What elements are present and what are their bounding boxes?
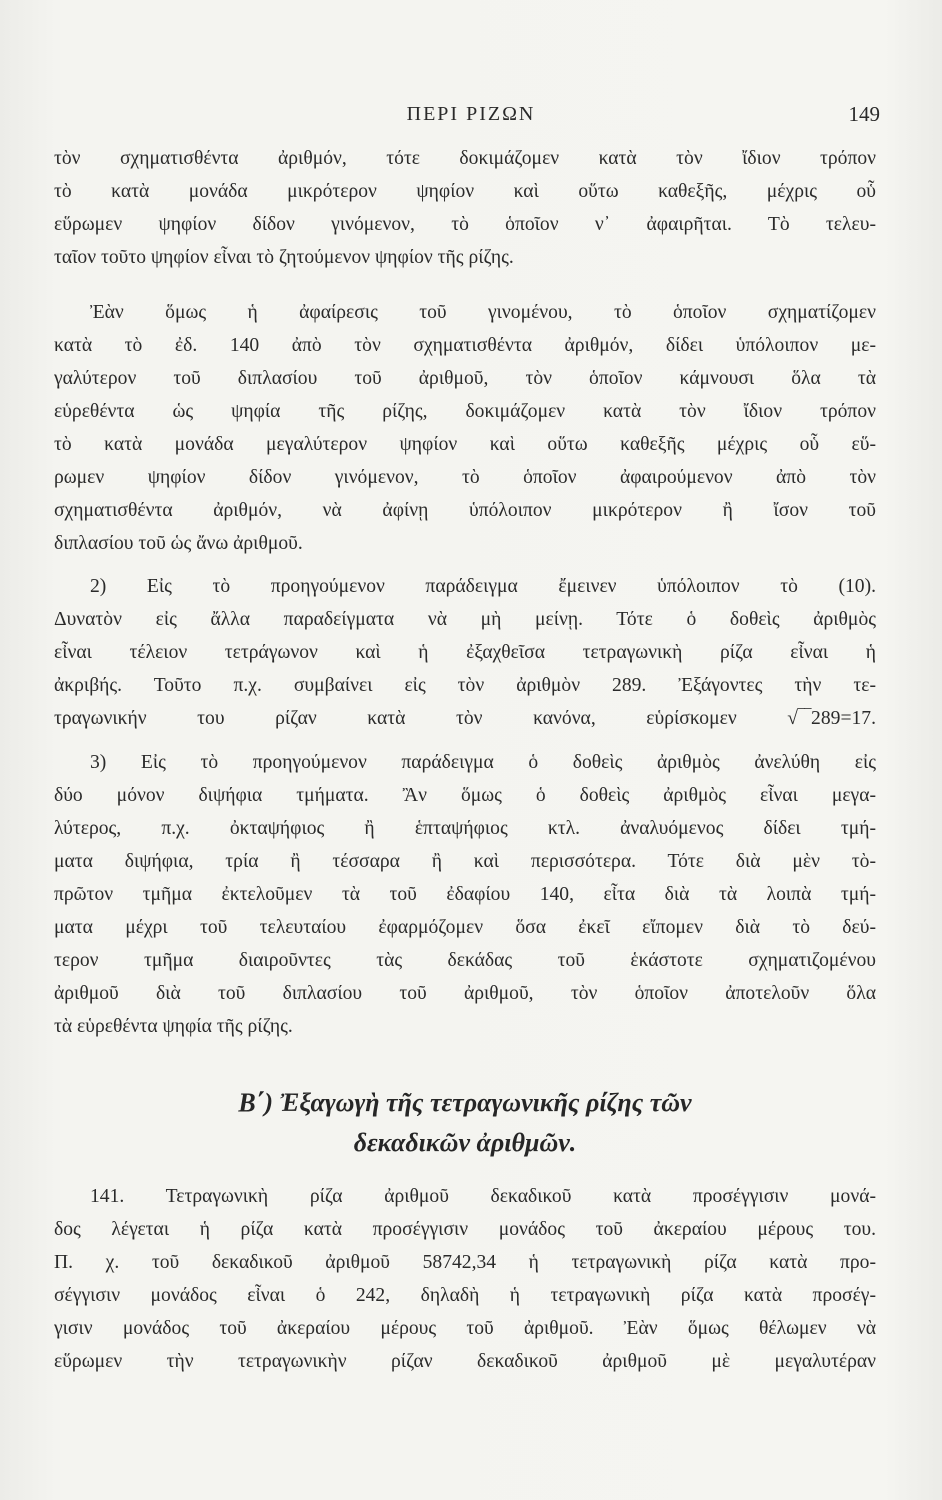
text-line: διπλασίου τοῦ ὡς ἄνω ἀριθμοῦ. xyxy=(54,533,303,554)
running-title: ΠΕΡΙ ΡΙΖΩΝ xyxy=(406,103,536,125)
text-line: Δυνατὸν εἰς ἄλλα παραδείγματα νὰ μὴ μείνῃ. Τότε ὁ δοθεὶς ἀριθμὸς xyxy=(54,609,876,630)
section-heading-continuation: δεκαδικῶν ἀριθμῶν. xyxy=(353,1128,577,1157)
text-line: δύο μόνον διψήφια τμήματα. Ἂν ὅμως ὁ δοθεὶς ἀριθμὸς εἶναι μεγα- xyxy=(54,785,876,806)
text-line: τὰ εὑρεθέντα ψηφία τῆς ρίζης. xyxy=(54,1016,293,1037)
text-line: εὑρεθέντα ὡς ψηφία τῆς ρίζης, δοκιμάζομεν κατὰ τὸν ἴδιον τρόπον xyxy=(54,401,876,422)
text-line: τὸ κατὰ μονάδα μεγαλύτερον ψηφίον καὶ οὕτω καθεξῆς μέχρις οὗ εὕ- xyxy=(54,434,876,455)
text-line: σέγγισιν μονάδος εἶναι ὁ 242, δηλαδὴ ἡ τετραγωνικὴ ρίζα κατὰ προσέγ- xyxy=(54,1285,876,1306)
paragraph-continuation xyxy=(54,142,876,274)
text-line: σχηματισθέντα ἀριθμόν, νὰ ἀφίνῃ ὑπόλοιπον μικρότερον ἢ ἴσον τοῦ xyxy=(54,500,876,521)
text-line: εἶναι τέλειον τετράγωνον καὶ ἡ ἐξαχθεῖσα τετραγωνικὴ ρίζα εἶναι ἡ xyxy=(54,642,876,663)
text-line: γαλύτερον τοῦ διπλασίου τοῦ ἀριθμοῦ, τὸν ὁποῖον κάμνουσι ὅλα τὰ xyxy=(54,368,876,389)
text-line: ἀριθμοῦ διὰ τοῦ διπλασίου τοῦ ἀριθμοῦ, τὸν ὁποῖον ἀποτελοῦν ὅλα xyxy=(54,983,876,1004)
text-line: λύτερος, π.χ. ὀκταψήφιος ἢ ἑπταψήφιος κτλ. ἀναλυόμενος δίδει τμή- xyxy=(54,818,876,839)
text-line: τερον τμῆμα διαιροῦντες τὰς δεκάδας τοῦ ἑκάστοτε σχηματιζομένου xyxy=(54,950,876,971)
text-line: εὕρωμεν τὴν τετραγωνικὴν ρίζαν δεκαδικοῦ ἀριθμοῦ μὲ μεγαλυτέραν xyxy=(54,1351,876,1372)
text-line: τὸν σχηματισθέντα ἀριθμόν, τότε δοκιμάζομεν κατὰ τὸν ἴδιον τρόπον xyxy=(54,148,876,169)
text-line: ρωμεν ψηφίον δίδον γινόμενον, τὸ ὁποῖον ἀφαιρούμενον ἀπὸ τὸν xyxy=(54,467,876,488)
text-line: πρῶτον τμῆμα ἐκτελοῦμεν τὰ τοῦ ἐδαφίου 140, εἶτα διὰ τὰ λοιπὰ τμή- xyxy=(54,884,876,905)
text-line: Π. χ. τοῦ δεκαδικοῦ ἀριθμοῦ 58742,34 ἡ τετραγωνικὴ ρίζα κατὰ προ- xyxy=(54,1252,876,1273)
paragraph-remainder-case xyxy=(54,296,876,560)
text-line: ματα διψήφια, τρία ἢ τέσσαρα ἢ καὶ περισσότερα. Τότε διὰ μὲν τὸ- xyxy=(54,851,876,872)
paragraph-note-2 xyxy=(54,570,876,735)
paragraph-141 xyxy=(54,1180,876,1378)
running-head xyxy=(0,98,942,130)
text-line: εὕρωμεν ψηφίον δίδον γινόμενον, τὸ ὁποῖον ν᾽ ἀφαιρῆται. Τὸ τελευ- xyxy=(54,214,876,235)
text-line: δος λέγεται ἡ ρίζα κατὰ προσέγγισιν μονάδος τοῦ ἀκεραίου μέρους του. xyxy=(54,1219,876,1240)
text-line: γισιν μονάδος τοῦ ἀκεραίου μέρους τοῦ ἀριθμοῦ. Ἐὰν ὅμως θέλωμεν νὰ xyxy=(54,1318,876,1339)
section-heading: Β΄) Ἐξαγωγὴ τῆς τετραγωνικῆς ρίζης τῶν xyxy=(238,1088,692,1117)
text-line: 141. Τετραγωνικὴ ρίζα ἀριθμοῦ δεκαδικοῦ κατὰ προσέγγισιν μονά- xyxy=(90,1186,876,1207)
paragraph-note-3 xyxy=(54,746,876,1043)
text-line: 3) Εἰς τὸ προηγούμενον παράδειγμα ὁ δοθεὶς ἀριθμὸς ἀνελύθη εἰς xyxy=(90,752,876,773)
text-line: Ἐὰν ὅμως ἡ ἀφαίρεσις τοῦ γινομένου, τὸ ὁποῖον σχηματίζομεν xyxy=(90,302,876,323)
text-line: ματα μέχρι τοῦ τελευταίου ἐφαρμόζομεν ὅσα ἐκεῖ εἴπομεν διὰ τὸ δεύ- xyxy=(54,917,876,938)
text-line: ἀκριβής. Τοῦτο π.χ. συμβαίνει εἰς τὸν ἀριθμὸν 289. Ἐξάγοντες τὴν τε- xyxy=(54,675,876,696)
text-line: τὸ κατὰ μονάδα μικρότερον ψηφίον καὶ οὕτω καθεξῆς, μέχρις οὗ xyxy=(54,181,876,202)
text-line: τραγωνικήν του ρίζαν κατὰ τὸν κανόνα, εὑρίσκομεν √‾‾289=17. xyxy=(54,708,876,729)
text-line: ταῖον τοῦτο ψηφίον εἶναι τὸ ζητούμενον ψηφίον τῆς ρίζης. xyxy=(54,247,514,268)
text-line: 2) Εἰς τὸ προηγούμενον παράδειγμα ἔμεινεν ὑπόλοιπον τὸ (10). xyxy=(90,576,876,597)
page-number: 149 xyxy=(848,102,880,126)
text-line: κατὰ τὸ ἐδ. 140 ἀπὸ τὸν σχηματισθέντα ἀριθμόν, δίδει ὑπόλοιπον με- xyxy=(54,335,876,356)
